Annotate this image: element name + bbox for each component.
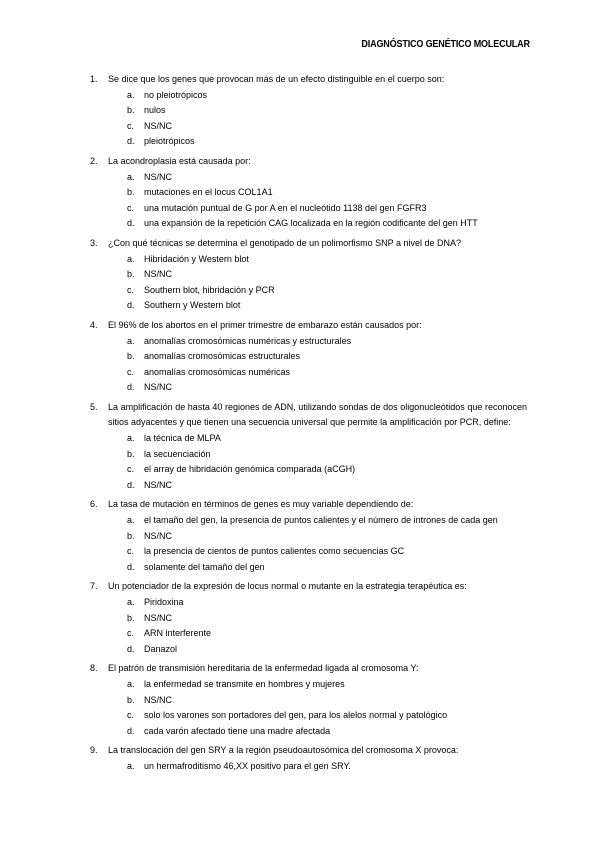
option-text: la técnica de MLPA [144, 433, 221, 444]
question-text: El 96% de los abortos en el primer trimestre de embarazo están causados por: [108, 319, 422, 330]
answer-option [127, 529, 527, 545]
option-letter: d. [127, 382, 135, 393]
question-number: 6. [90, 499, 98, 510]
question-number: 2. [90, 155, 98, 166]
answer-option [127, 380, 527, 396]
option-text: nulos [144, 105, 166, 116]
option-letter: a. [127, 597, 135, 607]
option-text: anomalías cromosómicas numéricas y estructurales [144, 335, 352, 346]
option-text: Southern y Western blot [144, 300, 241, 311]
answer-option [127, 283, 527, 299]
option-list [108, 431, 527, 493]
answer-option [127, 349, 527, 365]
answer-option [127, 642, 527, 658]
option-text: NS/NC [144, 120, 173, 131]
question-number: 1. [90, 74, 98, 84]
option-text: cada varón afectado tiene una madre afectada [144, 725, 331, 736]
question-text: ¿Con qué técnicas se determina el genotipado de un polimorfismo SNP a nivel de DNA? [108, 237, 462, 248]
option-letter: b. [127, 105, 135, 116]
question-text: El patrón de transmisión hereditaria de la enfermedad ligada al cromosoma Y: [108, 663, 419, 674]
answer-option [127, 724, 527, 740]
option-text: la enfermedad se transmite en hombres y mujeres [144, 678, 345, 689]
answer-option [127, 134, 527, 150]
option-letter: b. [127, 530, 135, 541]
option-letter: b. [127, 448, 135, 459]
option-text: el array de hibridación genómica comparada (aCGH) [144, 464, 356, 475]
option-letter: d. [127, 218, 135, 229]
question-item [90, 661, 527, 739]
option-letter: c. [127, 546, 135, 557]
option-text: NS/NC [144, 479, 173, 490]
answer-option [127, 431, 527, 447]
option-list [108, 252, 527, 314]
answer-option [127, 119, 527, 135]
answer-option [127, 677, 527, 693]
answer-option [127, 447, 527, 463]
option-letter: c. [127, 284, 135, 295]
question-number: 5. [90, 401, 98, 412]
option-list [108, 513, 527, 575]
option-letter: c. [127, 464, 135, 475]
option-letter: d. [127, 725, 135, 736]
answer-option [127, 478, 527, 494]
answer-option [127, 201, 527, 217]
question-text: Se dice que los genes que provocan más de un efecto distinguible en el cuerpo son: [108, 74, 445, 84]
option-text: Hibridación y Western blot [144, 253, 249, 264]
option-list [108, 677, 527, 739]
option-letter: c. [127, 628, 135, 639]
answer-option [127, 185, 527, 201]
option-text: pleiotrópicos [144, 136, 195, 147]
answer-option [127, 334, 527, 350]
option-letter: d. [127, 300, 135, 311]
question-item [90, 318, 527, 396]
question-item [90, 400, 527, 494]
option-letter: b. [127, 269, 135, 280]
option-list [108, 334, 527, 396]
question-text: Un potenciador de la expresión de locus normal o mutante en la estrategia terapéutica es: [108, 581, 467, 592]
answer-option [127, 252, 527, 268]
option-text: una mutación puntual de G por A en el nucleótido 1138 del gen FGFR3 [144, 202, 427, 213]
question-number: 3. [90, 237, 98, 248]
option-list [108, 170, 527, 232]
question-text: La acondroplasia está causada por: [108, 155, 251, 166]
question-number: 7. [90, 581, 98, 592]
answer-option [127, 595, 527, 611]
option-text: un hermafroditismo 46,XX positivo para el gen SRY. [144, 760, 351, 771]
question-number: 9. [90, 745, 98, 756]
answer-option [127, 626, 527, 642]
option-text: ARN interferente [144, 628, 212, 639]
option-letter: a. [127, 171, 135, 182]
option-letter: a. [127, 89, 135, 100]
question-text: La translocación del gen SRY a la región pseudoautosómica del cromosoma X provoca: [108, 745, 459, 756]
option-letter: b. [127, 351, 135, 362]
option-text: Southern blot, hibridación y PCR [144, 284, 275, 295]
option-text: NS/NC [144, 530, 173, 541]
option-text: anomalías cromosómicas estructurales [144, 351, 301, 362]
option-letter: a. [127, 253, 135, 264]
option-letter: b. [127, 187, 135, 198]
answer-option [127, 708, 527, 724]
option-list [108, 88, 527, 150]
option-text: NS/NC [144, 269, 173, 280]
answer-option [127, 298, 527, 314]
answer-option [127, 560, 527, 576]
option-letter: d. [127, 136, 135, 147]
question-number: 8. [90, 663, 98, 674]
option-text: NS/NC [144, 612, 173, 623]
answer-option [127, 216, 527, 232]
option-letter: d. [127, 479, 135, 490]
option-letter: b. [127, 612, 135, 623]
option-text: el tamaño del gen, la presencia de puntos calientes y el número de intrones de cada gen [144, 515, 498, 526]
answer-option [127, 103, 527, 119]
question-item [90, 579, 527, 657]
answer-option [127, 365, 527, 381]
option-text: NS/NC [144, 694, 173, 705]
answer-option [127, 267, 527, 283]
option-letter: a. [127, 335, 135, 346]
answer-option [127, 611, 527, 627]
question-text: La amplificación de hasta 40 regiones de ADN, utilizando sondas de dos oligonucleótidos que reconocen sitios adyacentes y que tienen una secuencia universal que permite la amplificación por PCR, define: [108, 401, 527, 428]
option-text: NS/NC [144, 171, 173, 182]
question-item [90, 743, 527, 774]
question-item [90, 154, 527, 232]
option-letter: d. [127, 643, 135, 654]
question-item [90, 497, 527, 575]
question-item [90, 236, 527, 314]
option-text: mutaciones en el locus COL1A1 [144, 187, 273, 198]
answer-option [127, 693, 527, 709]
answer-option [127, 544, 527, 560]
question-text: La tasa de mutación en términos de genes es muy variable dependiendo de: [108, 499, 414, 510]
question-number: 4. [90, 319, 98, 330]
answer-option [127, 88, 527, 104]
option-list [108, 759, 527, 775]
option-letter: a. [127, 515, 135, 526]
answer-option [127, 170, 527, 186]
option-letter: c. [127, 710, 135, 721]
option-text: no pleiotrópicos [144, 89, 208, 100]
question-item [90, 72, 527, 150]
option-text: anomalías cromosómicas numéricas [144, 366, 291, 377]
option-text: solo los varones son portadores del gen, para los alelos normal y patológico [144, 710, 448, 721]
option-text: Danazol [144, 643, 178, 654]
answer-option [127, 759, 527, 775]
option-text: una expansión de la repetición CAG localizada en la región codificante del gen HTT [144, 218, 478, 229]
answer-option [127, 462, 527, 478]
option-text: Piridoxina [144, 597, 184, 607]
option-letter: d. [127, 561, 135, 572]
option-text: la secuenciación [144, 448, 211, 459]
option-letter: c. [127, 366, 135, 377]
option-letter: a. [127, 678, 135, 689]
option-letter: c. [127, 120, 135, 131]
option-letter: c. [127, 202, 135, 213]
option-text: solamente del tamaño del gen [144, 561, 265, 572]
option-text: la presencia de cientos de puntos calientes como secuencias GC [144, 546, 405, 557]
option-letter: a. [127, 433, 135, 444]
option-text: NS/NC [144, 382, 173, 393]
option-list [108, 595, 527, 657]
answer-option [127, 513, 527, 529]
option-letter: b. [127, 694, 135, 705]
document-header-title: DIAGNÓSTICO GENÉTICO MOLECULAR [361, 38, 530, 50]
option-letter: a. [127, 760, 135, 771]
question-list [90, 72, 527, 779]
